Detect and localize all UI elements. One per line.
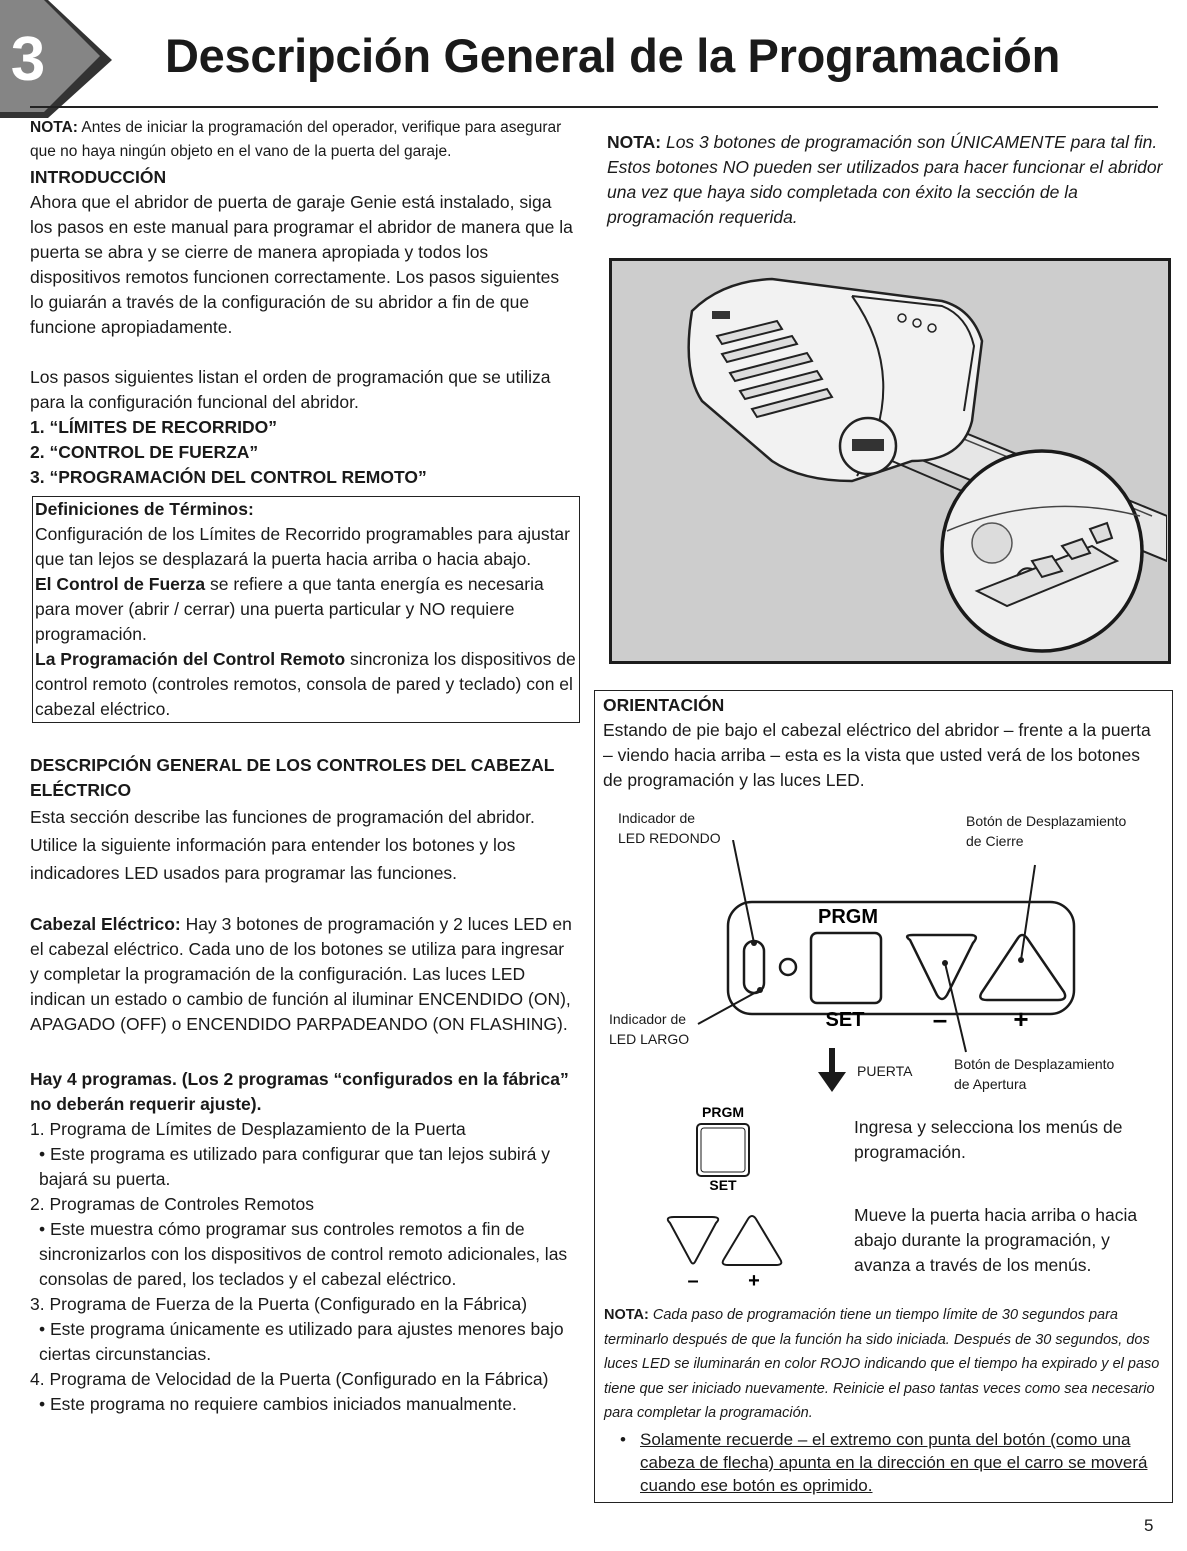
page-title: Descripción General de la Programación (165, 29, 1060, 82)
step-item: 3. “PROGRAMACIÓN DEL CONTROL REMOTO” (30, 467, 427, 487)
orientation-text (603, 693, 1163, 793)
step-item: 2. “CONTROL DE FUERZA” (30, 442, 259, 462)
intro-heading: INTRODUCCIÓN (30, 167, 167, 187)
definition-limits: Configuración de los Límites de Recorrido programables para ajustar que tan lejos se desplazará la puerta hacia arriba o hacia abajo. (35, 524, 570, 569)
set-label: SET (825, 1009, 865, 1031)
svg-text:–: – (687, 1270, 699, 1292)
arrow-direction-bullet: • Solamente recuerde – el extremo con punta del botón (como una cabeza de flecha) apunta en la dirección en que el carro se moverá cuando ese botón es oprimido. (620, 1430, 1148, 1495)
program-note: • Este muestra cómo programar sus controles remotos a fin de sincronizarlos con los dispositivos de control remoto adicionales, las consolas de pared, los teclados y el cabezal eléctrico. (39, 1219, 568, 1289)
plus-label: + (1013, 1004, 1029, 1034)
program-note: • Este programa no requiere cambios iniciados manualmente. (39, 1394, 517, 1414)
section-tab (0, 0, 112, 118)
definition-remote: La Programación del Control Remoto sincroniza los dispositivos de control remoto (controles remotos, consola de pared y teclado) con el cabezal eléctrico. (35, 649, 576, 719)
section-number: 3 (10, 25, 46, 94)
definitions-heading: Definiciones de Términos: (35, 499, 254, 519)
cabezal-paragraph: Cabezal Eléctrico: Hay 3 botones de programación y 2 luces LED en el cabezal eléctrico. Cada uno de los botones se utiliza para ingresar y completar la programación de la configuración. Las luces LED indican un estado o cambio de función al iluminar ENCENDIDO (ON), APAGADO (OFF) o ENCENDIDO PARPADEANDO (ON FLASHING). (30, 914, 572, 1034)
intro-paragraph-1: Ahora que el abridor de puerta de garaje Genie está instalado, siga los pasos en este manual para programar el abridor de manera que la puerta se abra y se cierre de manera apropiada y todos los dispositivos remotos funcionen correctamente. Los pasos siguientes lo guiarán a través de la configuración de su abridor a fin de que funcione apropiadamente. (30, 192, 573, 337)
prgm-description: Ingresa y selecciona los menús de programación. (854, 1117, 1123, 1162)
arrow-buttons-icon (660, 1205, 790, 1295)
led-round-indicator (780, 959, 796, 975)
opener-illustration (609, 258, 1171, 664)
minus-label: – (932, 1004, 948, 1034)
program-title: 4. Programa de Velocidad de la Puerta (Configurado en la Fábrica) (30, 1369, 549, 1389)
title-rule (30, 106, 1158, 108)
prgm-button-icon (690, 1100, 760, 1200)
controls-paragraph: Esta sección describe las funciones de programación del abridor. Utilice la siguiente información para entender los botones y los indicadores LED usados para programar las funciones. (30, 807, 535, 883)
definitions-box (32, 496, 580, 723)
programs-heading: Hay 4 programas. (Los 2 programas “configurados en la fábrica” no deberán requerir ajuste). (30, 1069, 569, 1114)
controls-heading: DESCRIPCIÓN GENERAL DE LOS CONTROLES DEL CABEZAL ELÉCTRICO (30, 755, 555, 800)
led-round-label: Indicador de LED REDONDO (618, 810, 721, 846)
close-button-label: Botón de Desplazamiento de Cierre (966, 813, 1127, 849)
note-text: Antes de iniciar la programación del operador, verifique para asegurar que no haya ningún objeto en el vano de la puerta del garaje. (30, 119, 562, 160)
svg-text:+: + (748, 1270, 760, 1292)
intro-paragraph-2: Los pasos siguientes listan el orden de programación que se utiliza para la configuración funcional del abridor. (30, 367, 551, 412)
note-label: NOTA: (30, 119, 78, 136)
orientation-heading: ORIENTACIÓN (603, 695, 725, 715)
door-label: PUERTA (857, 1063, 913, 1079)
led-long-label: Indicador de LED LARGO (609, 1011, 690, 1047)
step-item: 1. “LÍMITES DE RECORRIDO” (30, 417, 277, 437)
arrows-description: Mueve la puerta hacia arriba o hacia abajo durante la programación, y avanza a través de los menús. (854, 1205, 1138, 1275)
svg-text:SET: SET (709, 1177, 737, 1193)
svg-text:PRGM: PRGM (702, 1104, 744, 1120)
programming-buttons-note: NOTA: Los 3 botones de programación son ÚNICAMENTE para tal fin. Estos botones NO pueden ser utilizados para hacer funcionar el abridor una vez que haya sido completada con éxito la sección de la programación requerida. (607, 132, 1163, 227)
note-paragraph (30, 116, 575, 164)
program-title: 1. Programa de Límites de Desplazamiento de la Puerta (30, 1119, 466, 1139)
program-title: 3. Programa de Fuerza de la Puerta (Configurado en la Fábrica) (30, 1294, 528, 1314)
left-column (30, 116, 575, 1417)
definition-force: El Control de Fuerza se refiere a que tanta energía es necesaria para mover (abrir / cerrar) una puerta particular y NO requiere programación. (35, 574, 544, 644)
page-number: 5 (1144, 1516, 1154, 1535)
open-button-label: Botón de Desplazamiento de Apertura (954, 1056, 1115, 1092)
opener-drawing (612, 261, 1167, 660)
program-note: • Este programa es utilizado para configurar que tan lejos subirá y bajará su puerta. (39, 1144, 550, 1189)
orientation-paragraph: Estando de pie bajo el cabezal eléctrico del abridor – frente a la puerta – viendo hacia arriba – esta es la vista que usted verá de los botones de programación y las luces LED. (603, 720, 1151, 790)
time-limit-note: NOTA: Cada paso de programación tiene un tiempo límite de 30 segundos para terminarlo después de que la función ha sido iniciada. Después de 30 segundos, dos luces LED se iluminarán en color ROJO indicando que el tiempo ha expirado y el paso tiene que ser iniciado nuevamente. Reinicie el paso tantas veces como sea necesario para completar la programación. (604, 1307, 1160, 1421)
prgm-set-button (811, 933, 881, 1003)
prgm-label: PRGM (818, 906, 878, 928)
program-title: 2. Programas de Controles Remotos (30, 1194, 315, 1214)
program-note: • Este programa únicamente es utilizado para ajustes menores bajo ciertas circunstancias. (39, 1319, 564, 1364)
control-panel-diagram (600, 840, 1170, 1100)
led-long-indicator (744, 941, 764, 993)
